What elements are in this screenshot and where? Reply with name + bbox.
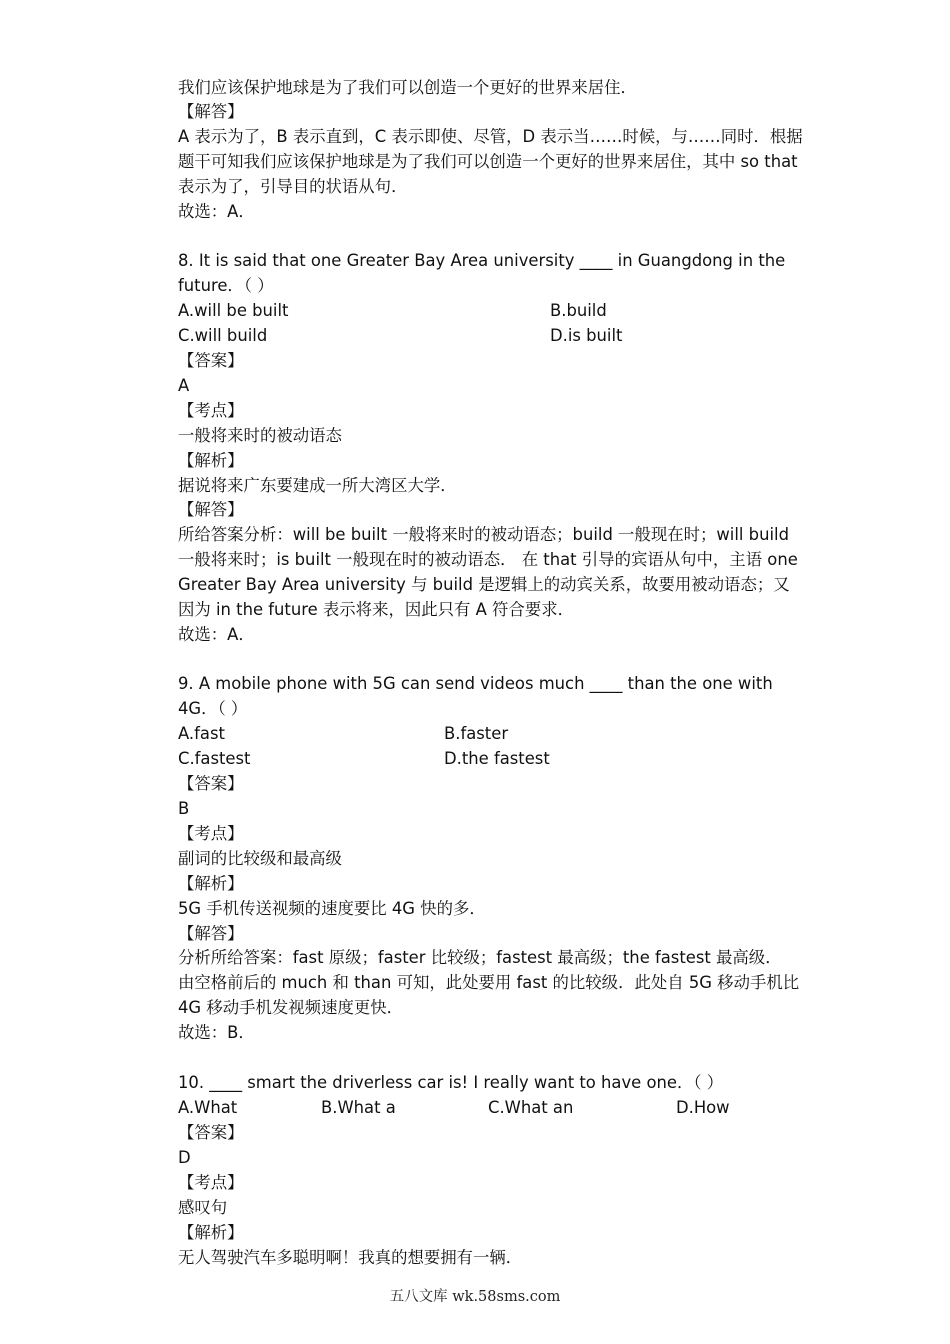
q10-daan: D: [178, 1148, 191, 1167]
q9-kaodian-label: 【考点】: [178, 824, 244, 843]
q9-option-a: A.fast: [178, 724, 225, 743]
q8-daan: A: [178, 376, 190, 395]
q9-kaodian: 副词的比较级和最高级: [178, 849, 342, 868]
q9-jieda-line-2: 由空格前后的 much 和 than 可知，此处要用 fast 的比较级．此处自 5G 移动手机比: [178, 973, 800, 992]
q8-jiexi-label: 【解析】: [178, 451, 244, 470]
jieda-label: 【解答】: [178, 102, 244, 121]
q8-option-a: A.will be built: [178, 301, 289, 320]
q8-answer-choice: 故选：A．: [178, 625, 255, 644]
q9-stem-line-1: 9. A mobile phone with 5G can send videos much ____ than the one with: [178, 674, 773, 693]
q8-kaodian-label: 【考点】: [178, 401, 244, 420]
q8-jieda-line-2: 一般将来时；is built 一般现在时的被动语态． 在 that 引导的宾语从句中，主语 one: [178, 550, 798, 569]
q9-daan: B: [178, 799, 190, 818]
q9-option-b: B.faster: [444, 724, 509, 743]
q8-daan-label: 【答案】: [178, 351, 244, 370]
q8-stem-line-1: 8. It is said that one Greater Bay Area university ____ in Guangdong in the: [178, 251, 786, 270]
q9-answer-choice: 故选：B．: [178, 1023, 255, 1042]
q10-option-c: C.What an: [488, 1098, 574, 1117]
q10-jiexi: 无人驾驶汽车多聪明啊！我真的想要拥有一辆．: [178, 1248, 523, 1267]
q8-jieda-line-3: Greater Bay Area university 与 build 是逻辑上的动宾关系，故要用被动语态；又: [178, 575, 790, 594]
q9-jieda-line-1: 分析所给答案：fast 原级；faster 比较级；fastest 最高级；the fastest 最高级．: [178, 948, 782, 967]
jieda-line-1: A 表示为了，B 表示直到，C 表示即使、尽管，D 表示当……时候，与……同时．根据: [178, 127, 803, 146]
q10-daan-label: 【答案】: [178, 1123, 244, 1142]
q8-option-c: C.will build: [178, 326, 268, 345]
q9-stem-line-2: 4G．（ ）: [178, 699, 248, 718]
footer-watermark: 五八文库 wk.58sms.com: [389, 1289, 561, 1305]
translation-line: 我们应该保护地球是为了我们可以创造一个更好的世界来居住．: [178, 78, 637, 97]
q10-kaodian: 感叹句: [178, 1198, 228, 1217]
q10-option-b: B.What a: [321, 1098, 396, 1117]
q10-option-d: D.How: [676, 1098, 730, 1117]
q10-stem-line-1: 10. ____ smart the driverless car is! I really want to have one．（ ）: [178, 1073, 724, 1092]
q9-jiexi-label: 【解析】: [178, 874, 244, 893]
q9-jieda-label: 【解答】: [178, 924, 244, 943]
q9-jieda-line-3: 4G 移动手机发视频速度更快．: [178, 998, 404, 1017]
jieda-line-3: 表示为了，引导目的状语从句．: [178, 177, 408, 196]
q9-jiexi: 5G 手机传送视频的速度要比 4G 快的多．: [178, 899, 486, 918]
q8-jiexi: 据说将来广东要建成一所大湾区大学．: [178, 476, 457, 495]
answer-choice: 故选：A．: [178, 202, 255, 221]
q10-kaodian-label: 【考点】: [178, 1173, 244, 1192]
q10-jiexi-label: 【解析】: [178, 1223, 244, 1242]
q8-kaodian: 一般将来时的被动语态: [178, 426, 342, 445]
q8-jieda-label: 【解答】: [178, 500, 244, 519]
q8-stem-line-2: future．（ ）: [178, 276, 274, 295]
q8-jieda-line-1: 所给答案分析：will be built 一般将来时的被动语态；build 一般现在时；will build: [178, 525, 789, 544]
q8-option-d: D.is built: [550, 326, 623, 345]
jieda-line-2: 题干可知我们应该保护地球是为了我们可以创造一个更好的世界来居住，其中 so that: [178, 152, 798, 171]
q9-daan-label: 【答案】: [178, 774, 244, 793]
q9-option-d: D.the fastest: [444, 749, 550, 768]
q8-option-b: B.build: [550, 301, 607, 320]
q10-option-a: A.What: [178, 1098, 238, 1117]
q8-jieda-line-4: 因为 in the future 表示将来，因此只有 A 符合要求．: [178, 600, 574, 619]
q9-option-c: C.fastest: [178, 749, 251, 768]
